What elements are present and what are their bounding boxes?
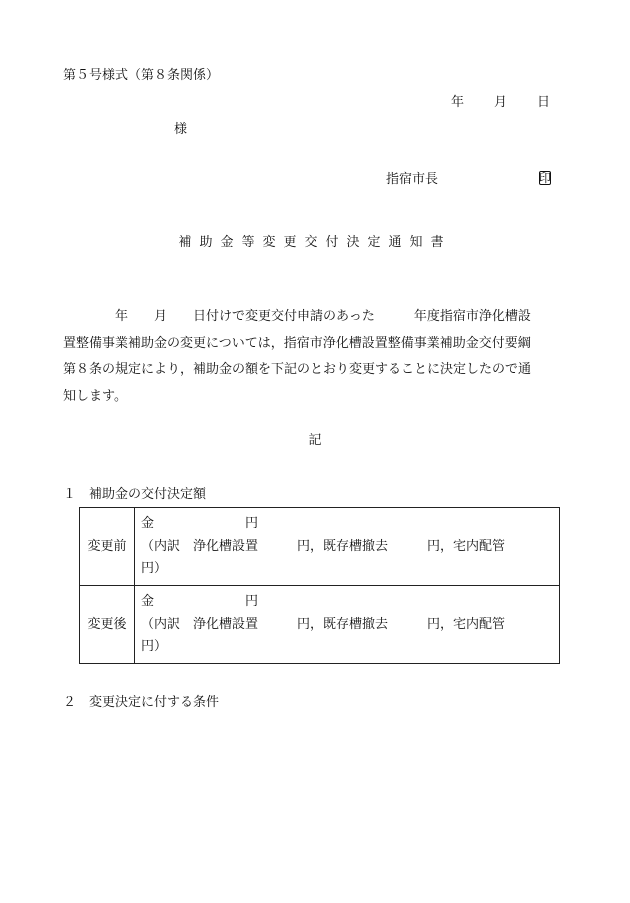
table-row <box>80 586 560 664</box>
tail-after: 円） <box>141 639 168 655</box>
row-content-after <box>135 586 560 664</box>
body-line-3: 第８条の規定により，補助金の額を下記のとおり変更することに決定したので通 <box>63 362 532 377</box>
item1-heading: １ 補助金の交付決定額 <box>63 487 207 502</box>
amount-after: 金 円 <box>141 594 259 610</box>
amount-before: 金 円 <box>141 516 259 532</box>
row-label-before: 変更前 <box>80 508 135 586</box>
form-number: 第５号様式（第８条関係） <box>63 68 220 83</box>
ki-marker: 記 <box>308 433 322 448</box>
date-line <box>451 96 550 109</box>
breakdown-before: （内訳 浄化槽設置 円，既存槽撤去 円，宅内配管 <box>141 538 506 554</box>
tail-before: 円） <box>141 561 168 577</box>
amount-table <box>79 507 560 664</box>
notice-body <box>63 304 573 410</box>
table-row <box>80 508 560 586</box>
date-day: 日 <box>537 95 551 110</box>
breakdown-after: （内訳 浄化槽設置 円，既存槽撤去 円，宅内配管 <box>141 616 506 632</box>
document-title: 補助金等変更交付決定通知書 <box>178 235 452 250</box>
body-line-1: 年 月 日付けで変更交付申請のあった 年度指宿市浄化槽設 <box>63 309 531 324</box>
date-year: 年 <box>451 95 465 110</box>
sender-name: 指宿市長 <box>386 172 439 187</box>
row-content-before <box>135 508 560 586</box>
recipient-suffix: 様 <box>174 122 188 137</box>
row-label-after: 変更後 <box>80 586 135 664</box>
body-line-2: 置整備事業補助金の変更については，指宿市浄化槽設置整備事業補助金交付要綱 <box>63 335 531 351</box>
date-month: 月 <box>494 95 508 110</box>
item2-heading: ２ 変更決定に付する条件 <box>63 695 220 710</box>
body-line-4: 知します。 <box>63 388 127 404</box>
seal-mark: 印 <box>539 171 552 185</box>
